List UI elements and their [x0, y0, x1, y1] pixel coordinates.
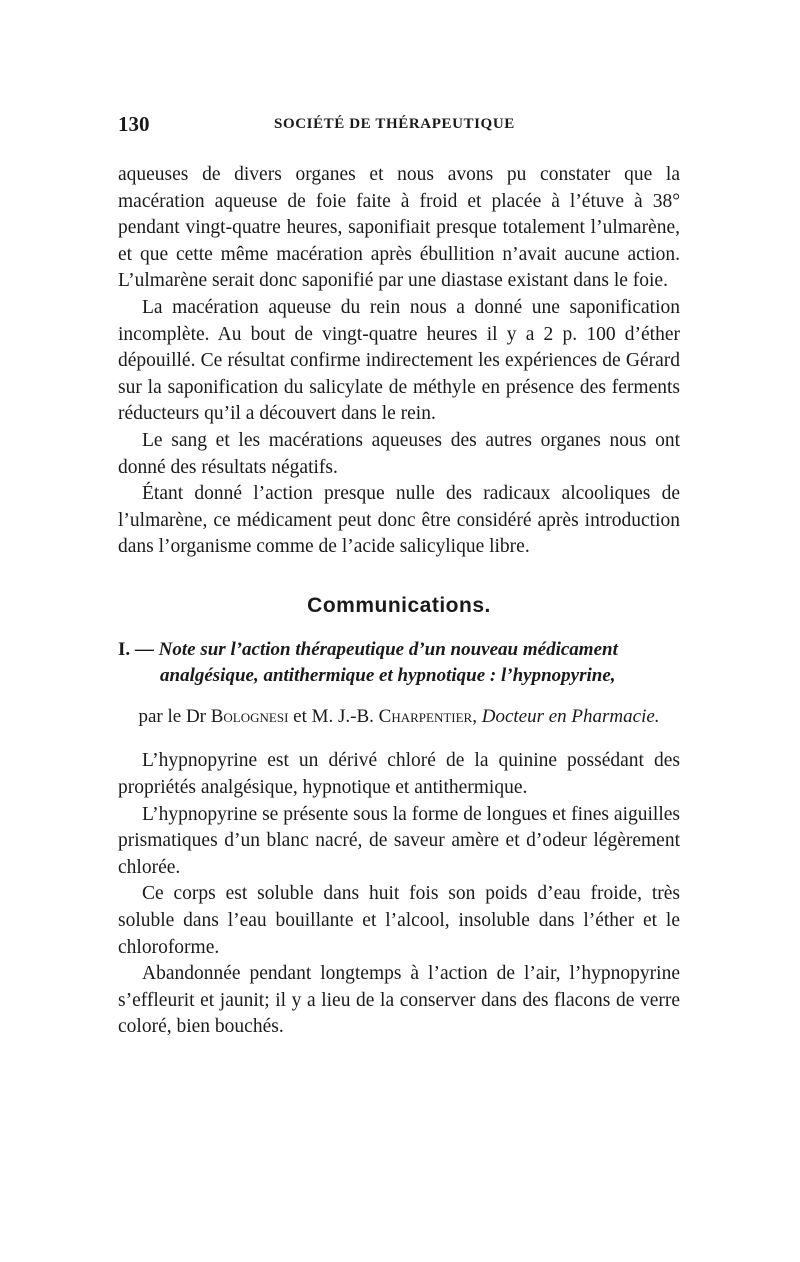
- paragraph-definition: L’hypnopyrine est un dérivé chloré de la quinine possédant des propriétés analgésique, hypnotique et antithermique.: [118, 750, 680, 798]
- paragraph-solubility: Ce corps est soluble dans huit fois son poids d’eau froide, très soluble dans l’eau bouillante et l’alcool, insoluble dans l’éther et le chloroforme.: [118, 883, 680, 958]
- author1-title: Dr: [185, 705, 206, 727]
- communication-authors: [118, 704, 680, 731]
- communication-title: [118, 637, 680, 690]
- book-page: [118, 112, 680, 1041]
- paragraph-kidney-maceration: La macération aqueuse du rein nous a donné une saponification incomplète. Au bout de vingt-quatre heures il y a 2 p. 100 d’éther dépouillé. Ce résultat confirme indirectement les expériences de Gérard sur la saponification du salicylate de méthyle en présence des ferments réducteurs qu’il a découvert dans le rein.: [118, 296, 680, 425]
- communication-title-text: Note sur l’action thérapeutique d’un nouveau médicament analgésique, antithermique et hypnotique : l’hypnopyrine,: [158, 638, 618, 687]
- author1-name: Bolognesi: [210, 705, 289, 727]
- page-number: 130: [118, 112, 150, 136]
- communication-number: I. —: [118, 638, 154, 660]
- paragraph-storage: Abandonnée pendant longtemps à l’action de l’air, l’hypnopyrine s’effleurit et jaunit; il y a lieu de la conserver dans des flacons de verre coloré, bien bouchés.: [118, 963, 680, 1038]
- paragraph-conclusion: Étant donné l’action presque nulle des radicaux alcooliques de l’ulmarène, ce médicament peut donc être considéré après introduction dans l’organisme comme de l’acide salicylique libre.: [118, 483, 680, 558]
- paragraph-appearance: L’hypnopyrine se présente sous la forme de longues et fines aiguilles prismatiques d’un blanc nacré, de saveur amère et d’odeur légèrement chlorée.: [118, 803, 680, 878]
- paragraph-blood-results: Le sang et les macérations aqueuses des autres organes nous ont donné des résultats négatifs.: [118, 429, 680, 478]
- author2-degree: Docteur en Pharmacie.: [481, 705, 660, 727]
- running-head: [118, 112, 680, 140]
- authors-connector: et M. J.-B.: [293, 705, 374, 727]
- author2-name: Charpentier,: [378, 705, 477, 727]
- paragraph-continuation: aqueuses de divers organes et nous avons pu constater que la macération aqueuse de foie faite à froid et placée à l’étuve à 38° pendant vingt-quatre heures, saponifiait presque totalement l’ulmarène, et que cette même macération après ébullition n’avait aucune action. L’ulmarène serait donc saponifié par une diastase existant dans le foie.: [118, 164, 680, 292]
- running-head-title: SOCIÉTÉ DE THÉRAPEUTIQUE: [274, 116, 515, 132]
- section-heading: Communications.: [307, 593, 491, 617]
- authors-prefix: par le: [138, 705, 182, 727]
